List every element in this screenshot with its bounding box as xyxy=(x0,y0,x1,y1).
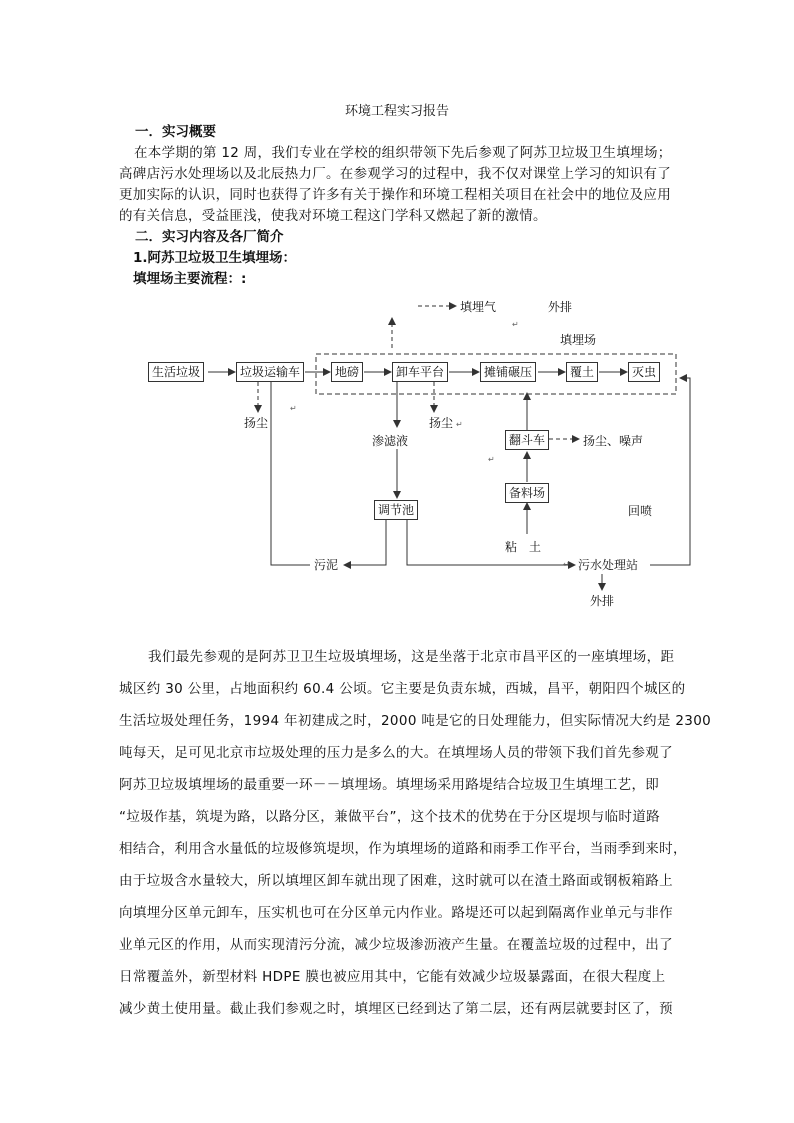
body-line: 相结合，利用含水量低的垃圾修筑堤坝，作为填埋场的道路和雨季工作平台，当雨季到来时， xyxy=(119,841,687,857)
body-line: 减少黄土使用量。截止我们参观之时，填埋区已经到达了第二层，还有两层就要封区了，预 xyxy=(119,1001,673,1017)
body-line: “垃圾作基，筑堤为路，以路分区，兼做平台”，这个技术的优势在于分区堤坝与临时道路 xyxy=(119,809,660,825)
intro-line: 在本学期的第 12 周，我们专业在学校的组织带领下先后参观了阿苏卫垃圾卫生填埋场； xyxy=(134,145,672,161)
tab-mark: ↵ xyxy=(290,404,297,413)
body-line: 我们最先参观的是阿苏卫卫生垃圾填埋场，这是坐落于北京市昌平区的一座填埋场，距 xyxy=(148,649,675,665)
label-landfill: 填埋场 xyxy=(560,333,597,347)
arrow-pool-sludge xyxy=(344,519,386,565)
arrow-pool-wwtp xyxy=(407,519,575,565)
line-sludge-return xyxy=(271,372,310,565)
box-weighbridge: 地磅 xyxy=(331,362,363,382)
box-material-yard: 备料场 xyxy=(505,483,549,503)
body-line: 城区约 30 公里，占地面积约 60.4 公顷。它主要是负责东城，西城，昌平，朝阳四个城区的 xyxy=(119,681,686,697)
label-wwtp: 污水处理站 xyxy=(578,558,639,572)
intro-line: 高碑店污水处理场以及北辰热力厂。在参观学习的过程中，我不仅对课堂上学习的知识有了 xyxy=(119,166,671,182)
body-line: 业单元区的作用，从而实现清污分流，减少垃圾渗沥液产生量。在覆盖垃圾的过程中，出了 xyxy=(119,937,673,953)
label-discharge-bottom: 外排 xyxy=(590,594,615,608)
tab-mark: ↵ xyxy=(488,455,495,464)
box-regulating-pool: 调节池 xyxy=(374,500,418,520)
body-line: 生活垃圾处理任务，1994 年初建成之时，2000 吨是它的日处理能力，但实际情况大约是 2300 xyxy=(119,713,712,729)
label-discharge-top: 外排 xyxy=(548,300,573,314)
box-dump-truck: 翻斗车 xyxy=(505,430,549,450)
body-line: 日常覆盖外，新型材料 HDPE 膜也被应用其中，它能有效减少垃圾暴露面，在很大程度上 xyxy=(119,969,666,985)
intro-line: 的有关信息，受益匪浅，使我对环境工程这门学科又燃起了新的激情。 xyxy=(119,208,547,224)
label-landfill-gas: 填埋气 xyxy=(460,300,497,314)
box-spread-compact: 摊铺碾压 xyxy=(480,362,536,382)
section-1-heading: 一．实习概要 xyxy=(135,124,216,140)
body-line: 阿苏卫垃圾填埋场的最重要一环－－填埋场。填埋场采用路堤结合垃圾卫生填埋工艺，即 xyxy=(119,777,660,793)
label-dust-noise: 扬尘、噪声 xyxy=(583,434,644,448)
tab-mark: ↵ xyxy=(563,560,570,569)
report-title: 环境工程实习报告 xyxy=(344,104,449,119)
body-line: 吨每天，足可见北京市垃圾处理的压力是多么的大。在填埋场人员的带领下我们首先参观了 xyxy=(119,745,673,761)
label-clay: 粘 土 xyxy=(505,540,542,554)
label-leachate: 渗滤液 xyxy=(372,434,409,448)
tab-mark: ↵ xyxy=(456,420,463,429)
body-line: 向填埋分区单元卸车，压实机也可在分区单元内作业。路堤还可以起到隔离作业单元与非作 xyxy=(119,905,673,921)
box-unloading-platform: 卸车平台 xyxy=(392,362,448,382)
box-garbage-truck: 垃圾运输车 xyxy=(236,362,304,382)
arrow-recirculation xyxy=(650,378,690,565)
tab-mark: ↵ xyxy=(512,320,519,329)
label-recirculation: 回喷 xyxy=(628,504,653,518)
flow-heading: 填埋场主要流程：: xyxy=(133,271,247,287)
box-household-waste: 生活垃圾 xyxy=(148,362,204,382)
section-2-heading: 二．实习内容及各厂简介 xyxy=(135,229,284,245)
label-dust-truck: 扬尘 xyxy=(244,416,269,430)
box-insect-control: 灭虫 xyxy=(628,362,660,382)
box-soil-cover: 覆土 xyxy=(566,362,598,382)
subsection-1-heading: 1.阿苏卫垃圾卫生填埋场： xyxy=(133,250,297,266)
label-sludge: 污泥 xyxy=(314,558,339,572)
intro-line: 更加实际的认识，同时也获得了许多有关于操作和环境工程相关项目在社会中的地位及应用 xyxy=(119,187,671,203)
body-line: 由于垃圾含水量较大，所以填埋区卸车就出现了困难，这时就可以在渣土路面或钢板箱路上 xyxy=(119,873,673,889)
label-dust-platform: 扬尘 xyxy=(429,416,454,430)
